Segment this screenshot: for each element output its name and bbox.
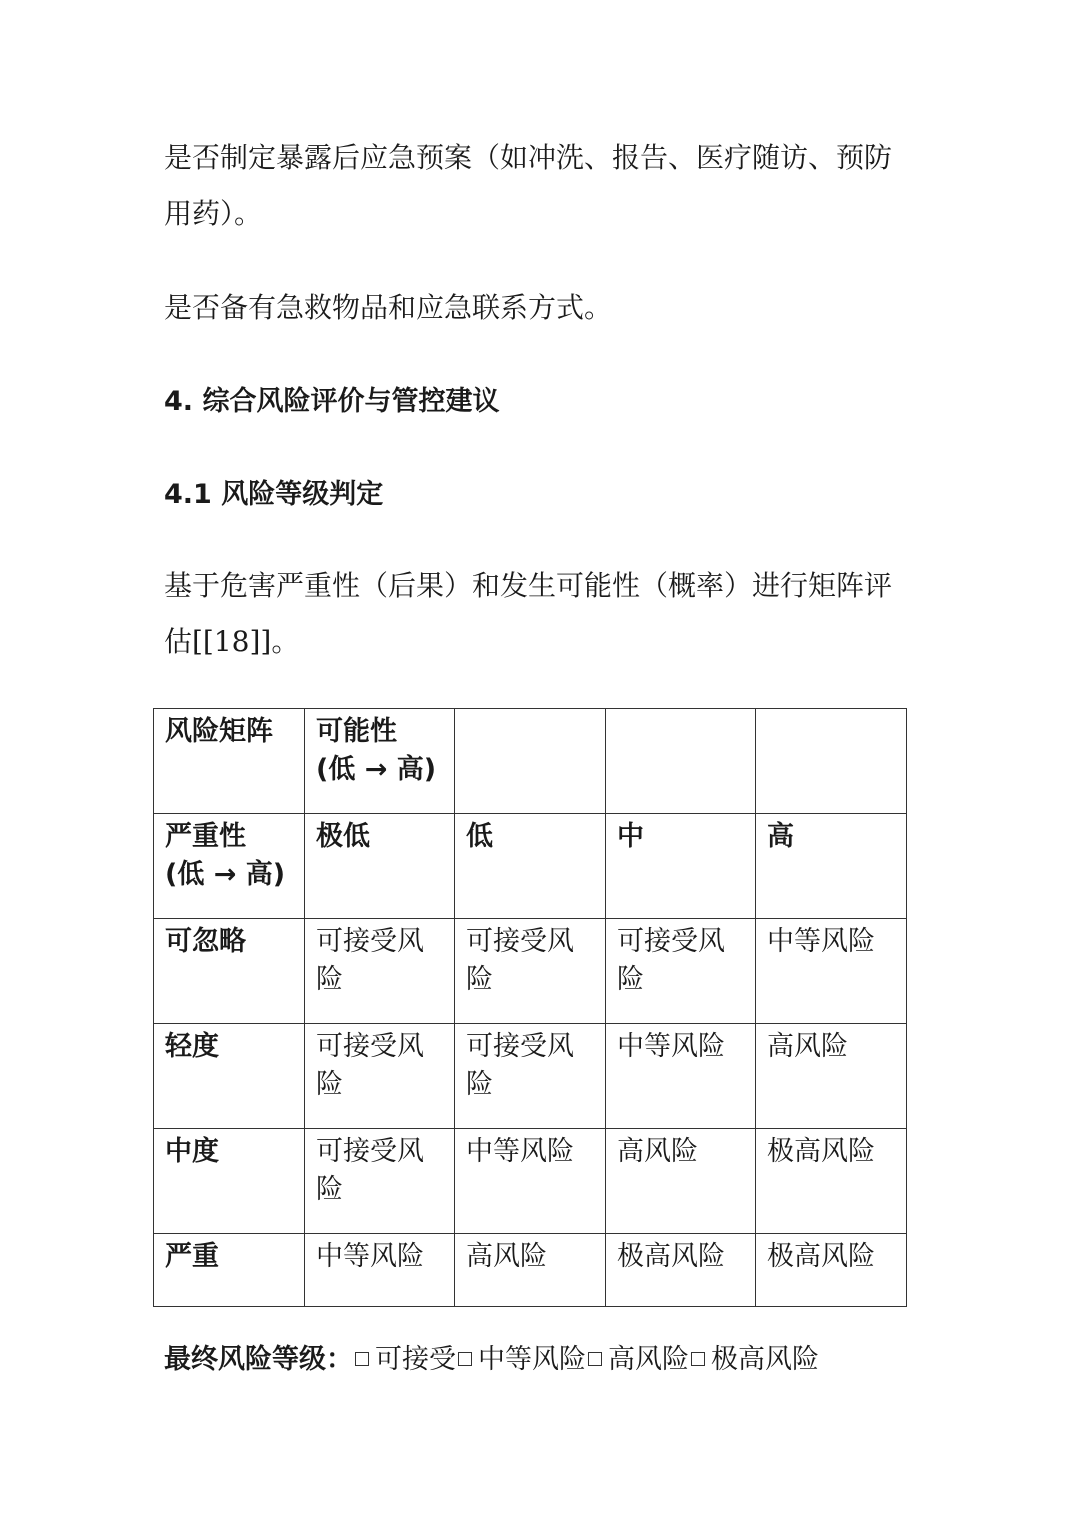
matrix-corner-cell <box>154 709 305 814</box>
risk-cell <box>606 919 756 1024</box>
likelihood-level-cell <box>606 814 756 919</box>
likelihood-level: 高 <box>767 821 794 852</box>
risk-value: 可接受风险 <box>316 1031 424 1100</box>
likelihood-level: 低 <box>466 821 493 852</box>
table-row-likelihood-levels <box>154 814 907 919</box>
checkbox-medium-risk[interactable] <box>458 1352 472 1366</box>
likelihood-header-cell <box>305 709 455 814</box>
risk-cell <box>756 1129 907 1234</box>
severity-level-cell <box>154 1129 305 1234</box>
risk-cell <box>305 1024 455 1129</box>
paragraph-emergency-plan: 是否制定暴露后应急预案（如冲洗、报告、医疗随访、预防用药）。 <box>164 141 893 230</box>
matrix-cell-text: 风险矩阵 <box>165 716 273 747</box>
checkbox-acceptable[interactable] <box>355 1352 369 1366</box>
risk-cell <box>756 1024 907 1129</box>
risk-value: 可接受风险 <box>466 1031 574 1100</box>
paragraph-first-aid: 是否备有急救物品和应急联系方式。 <box>164 291 613 324</box>
risk-value: 可接受风险 <box>617 926 725 995</box>
risk-cell <box>305 919 455 1024</box>
risk-cell <box>305 1129 455 1234</box>
option-acceptable: 可接受 <box>375 1344 456 1375</box>
likelihood-level-cell <box>305 814 455 919</box>
final-risk-level-line <box>164 1338 924 1382</box>
severity-header-cell <box>154 814 305 919</box>
severity-level: 严重 <box>165 1241 219 1272</box>
risk-cell <box>455 1024 606 1129</box>
section-heading-4: 4. 综合风险评价与管控建议 <box>164 386 500 417</box>
likelihood-level-cell <box>756 814 907 919</box>
section-heading-4-1: 4.1 风险等级判定 <box>164 479 384 510</box>
risk-value: 中等风险 <box>617 1031 725 1062</box>
risk-value: 可接受风险 <box>316 1136 424 1205</box>
severity-level-cell <box>154 919 305 1024</box>
risk-value: 中等风险 <box>466 1136 574 1167</box>
risk-cell <box>455 1234 606 1307</box>
risk-value: 高风险 <box>767 1031 848 1062</box>
empty-cell <box>756 709 907 814</box>
table-row <box>154 1129 907 1234</box>
risk-value: 极高风险 <box>767 1136 875 1167</box>
table-row <box>154 1234 907 1307</box>
risk-value: 极高风险 <box>617 1241 725 1272</box>
paragraph-matrix-intro: 基于危害严重性（后果）和发生可能性（概率）进行矩阵评估[[18]]。 <box>164 569 893 658</box>
table-row-header <box>154 709 907 814</box>
likelihood-level: 极低 <box>316 821 370 852</box>
risk-cell <box>305 1234 455 1307</box>
option-extreme-risk: 极高风险 <box>711 1344 819 1375</box>
likelihood-label: 可能性 (低 → 高) <box>316 716 437 785</box>
table-row <box>154 919 907 1024</box>
risk-value: 中等风险 <box>316 1241 424 1272</box>
risk-matrix-table <box>153 708 907 1307</box>
risk-cell <box>606 1234 756 1307</box>
table-row <box>154 1024 907 1129</box>
likelihood-level-cell <box>455 814 606 919</box>
risk-value: 可接受风险 <box>316 926 424 995</box>
risk-value: 可接受风险 <box>466 926 574 995</box>
option-high-risk: 高风险 <box>608 1344 689 1375</box>
severity-level: 中度 <box>165 1136 219 1167</box>
severity-label: 严重性 (低 → 高) <box>165 821 286 890</box>
empty-cell <box>606 709 756 814</box>
risk-cell <box>756 919 907 1024</box>
risk-cell <box>606 1129 756 1234</box>
severity-level: 可忽略 <box>165 926 246 957</box>
risk-cell <box>606 1024 756 1129</box>
checkbox-extreme-risk[interactable] <box>691 1352 705 1366</box>
severity-level-cell <box>154 1024 305 1129</box>
risk-value: 极高风险 <box>767 1241 875 1272</box>
empty-cell <box>455 709 606 814</box>
likelihood-level: 中 <box>617 821 644 852</box>
option-medium-risk: 中等风险 <box>478 1344 586 1375</box>
final-risk-level-label: 最终风险等级： <box>164 1344 353 1375</box>
risk-cell <box>455 919 606 1024</box>
severity-level-cell <box>154 1234 305 1307</box>
severity-level: 轻度 <box>165 1031 219 1062</box>
checkbox-high-risk[interactable] <box>588 1352 602 1366</box>
risk-value: 高风险 <box>466 1241 547 1272</box>
risk-cell <box>455 1129 606 1234</box>
risk-cell <box>756 1234 907 1307</box>
risk-value: 中等风险 <box>767 926 875 957</box>
risk-value: 高风险 <box>617 1136 698 1167</box>
